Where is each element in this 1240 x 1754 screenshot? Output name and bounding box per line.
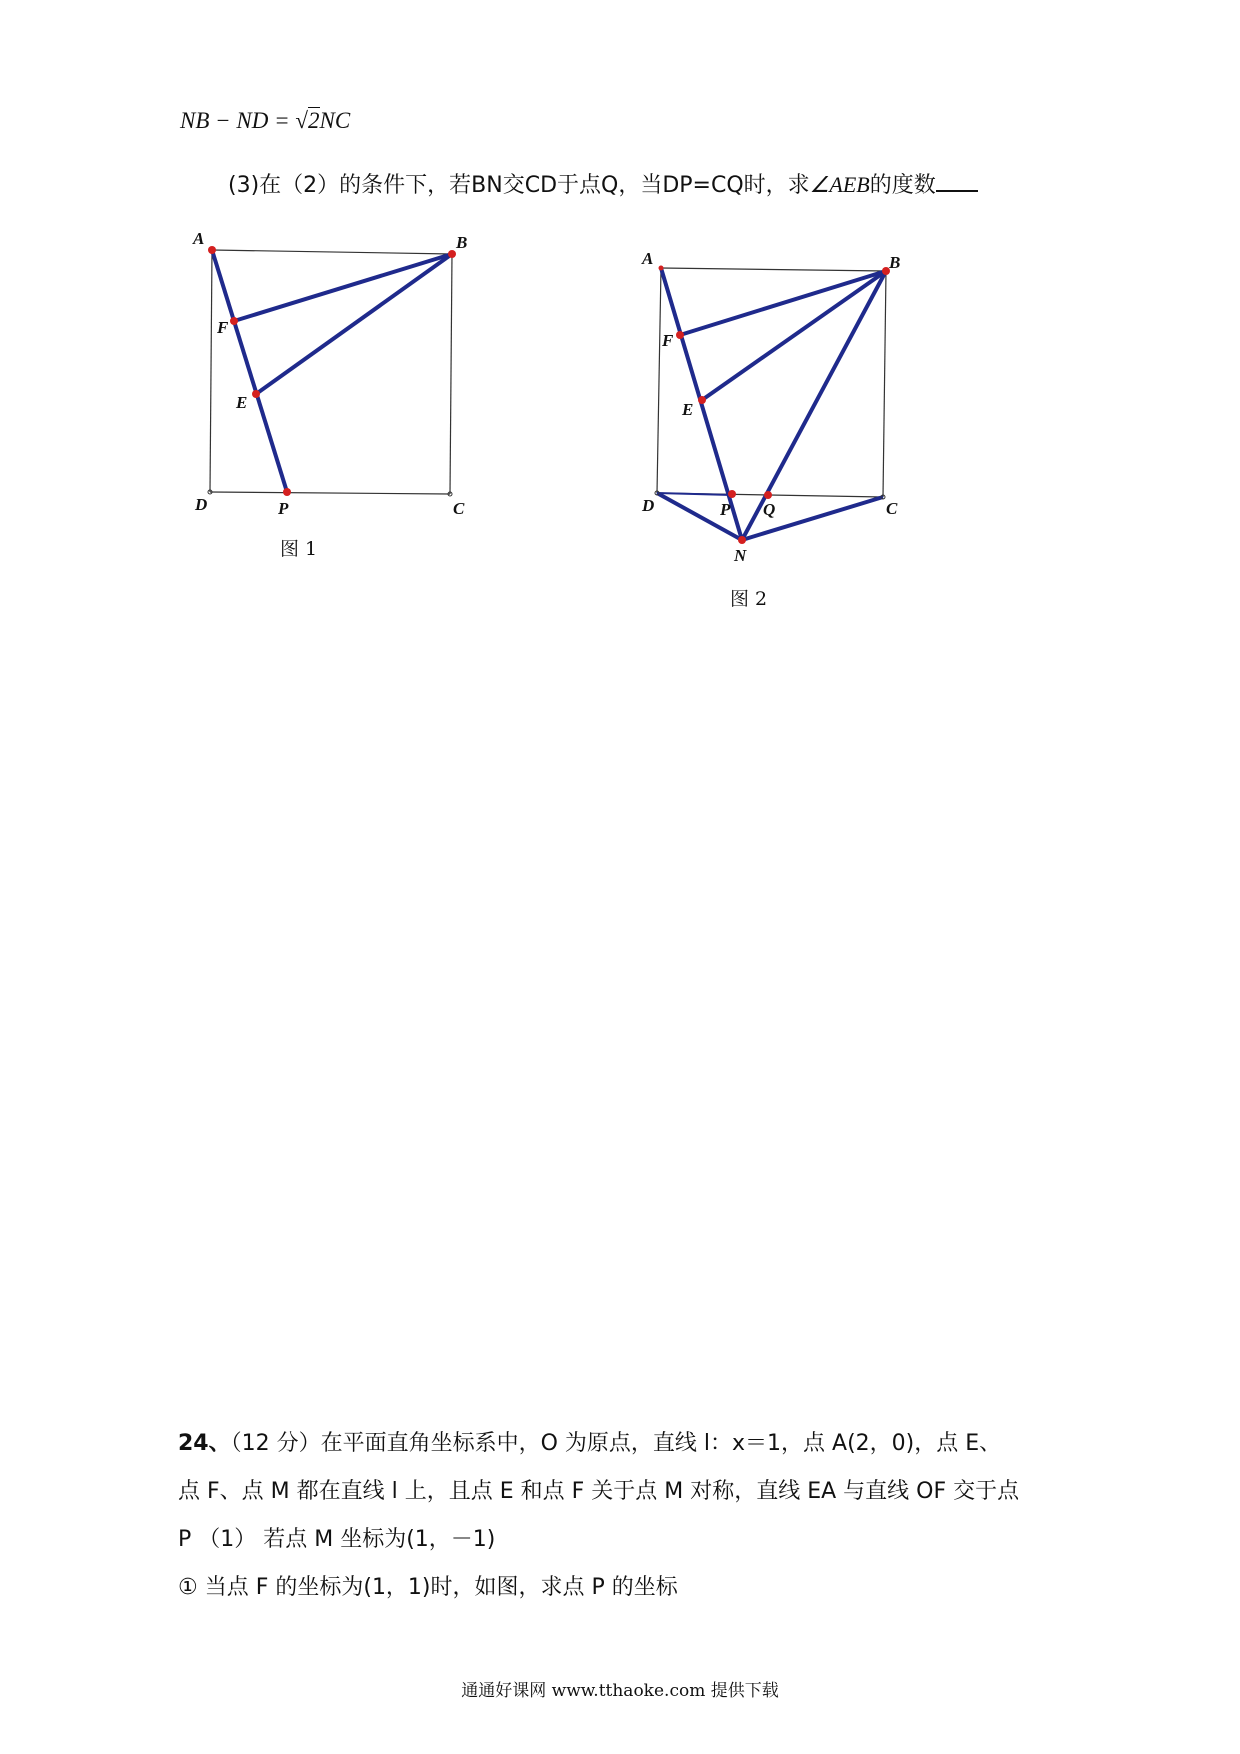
segment-bf [234, 254, 452, 321]
point-b [448, 250, 456, 258]
figure-1-caption: 图 1 [280, 538, 318, 560]
label-d: D [195, 495, 208, 514]
label-p-2: P [720, 500, 731, 519]
formula-radicand: 2 [308, 108, 320, 133]
sqrt-symbol: √ [295, 108, 309, 133]
figure-2-caption: 图 2 [730, 588, 768, 610]
label-a-2: A [642, 249, 654, 268]
label-n-2: N [734, 546, 747, 565]
label-b-2: B [889, 253, 901, 272]
label-p: P [278, 499, 289, 518]
point-q-2 [764, 491, 772, 499]
label-c-2: C [886, 499, 898, 518]
point-p-2 [728, 490, 736, 498]
label-b: B [456, 233, 468, 252]
page-footer: 通通好课网 www.tthaoke.com 提供下载 [461, 1681, 779, 1701]
question-24-text-1: （12 分）在平面直角坐标系中，O 为原点，直线 l：x＝1，点 A(2，0)，点 E、 [230, 1431, 1002, 1456]
question-3-suffix: 的度数 [869, 173, 936, 198]
point-f [230, 317, 238, 325]
segment-dp [657, 493, 732, 495]
question-24-line-3: P （1） 若点 M 坐标为(1，－1) [178, 1527, 496, 1552]
question-24-line-1 [178, 1426, 1001, 1457]
label-d-2: D [642, 496, 655, 515]
question-24-line-2: 点 F、点 M 都在直线 l 上，且点 E 和点 F 关于点 M 对称，直线 EA 与直线 OF 交于点 [178, 1479, 1020, 1504]
label-f-2: F [662, 331, 674, 350]
point-n-2 [738, 536, 746, 544]
angle-aeb: ∠AEB [809, 172, 870, 197]
label-e-2: E [682, 400, 694, 419]
point-p [283, 488, 291, 496]
label-c: C [453, 499, 465, 518]
segment-ap [212, 250, 287, 492]
segment-be-2 [702, 271, 886, 400]
point-e-2 [698, 396, 706, 404]
point-a [208, 246, 216, 254]
figure-1-square [210, 250, 452, 494]
question-24-number: 24、 [178, 1431, 231, 1456]
figure-2-square [657, 268, 886, 497]
label-a: A [193, 229, 205, 248]
formula-right: NC [319, 108, 351, 133]
question-3-prefix: (3)在（2）的条件下，若BN交CD于点Q，当DP=CQ时，求 [228, 173, 810, 198]
segment-be [256, 254, 452, 394]
figure-1 [0, 0, 1240, 640]
point-e [252, 390, 260, 398]
label-q-2: Q [763, 500, 776, 519]
point-a-2 [659, 266, 664, 271]
question-24-line-4: ① 当点 F 的坐标为(1，1)时，如图，求点 P 的坐标 [178, 1575, 678, 1600]
label-f: F [217, 318, 229, 337]
label-e: E [236, 393, 248, 412]
point-f-2 [676, 331, 684, 339]
formula-left: NB − ND = [180, 108, 296, 133]
